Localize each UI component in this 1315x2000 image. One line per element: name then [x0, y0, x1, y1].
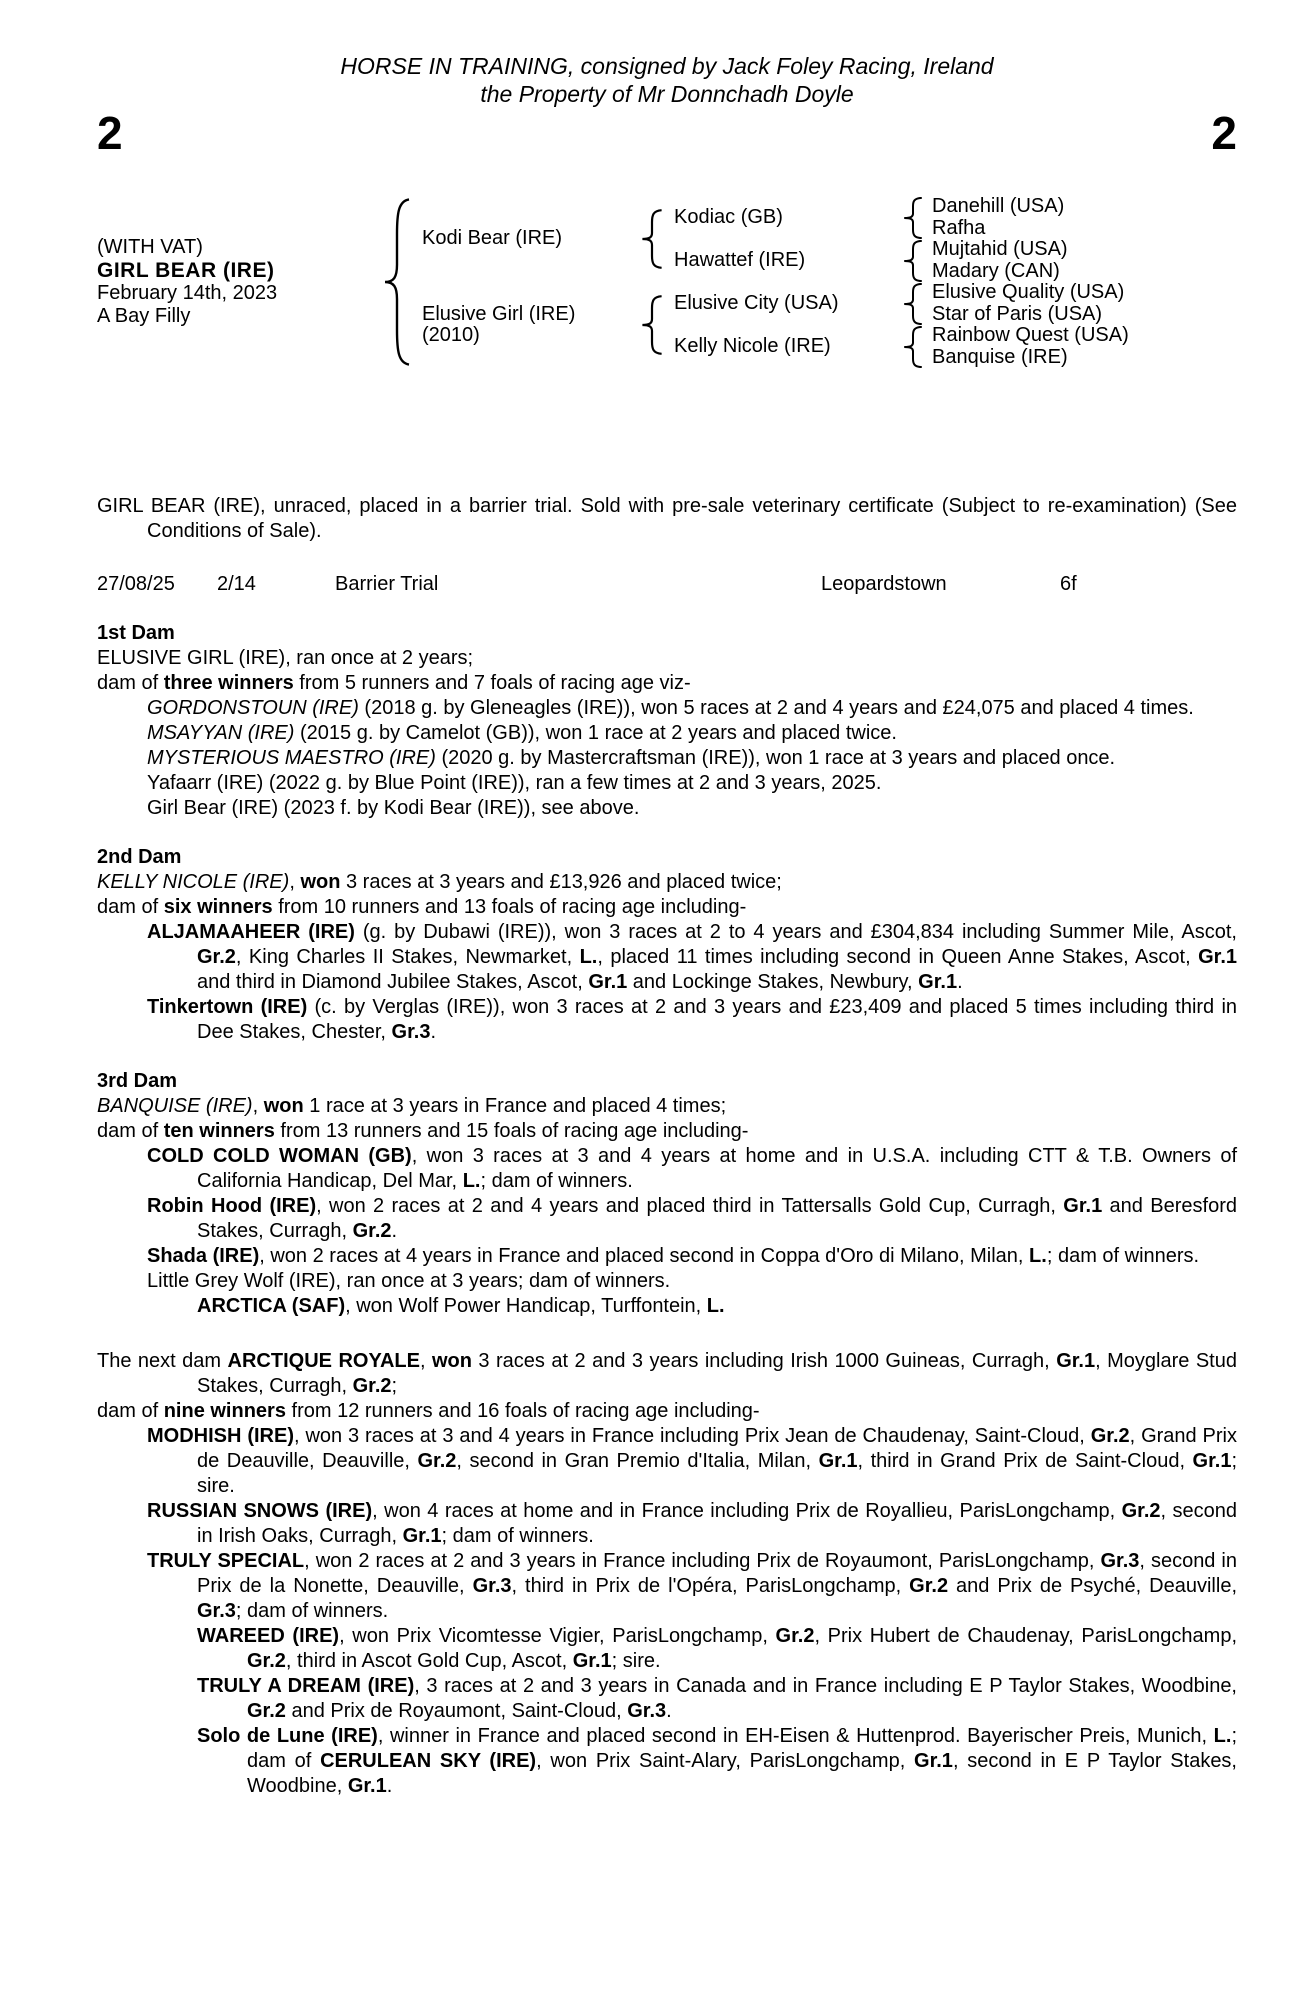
pedigree-note-paragraph: [97, 721, 1237, 746]
text-segment: , King Charles II Stakes, Newmarket,: [235, 946, 580, 968]
text-segment: won: [300, 871, 341, 893]
text-segment: Gr.2: [775, 1625, 815, 1647]
text-segment: ; dam of: [247, 1725, 1237, 1772]
text-segment: , third in Ascot Gold Cup, Ascot,: [285, 1650, 573, 1672]
lot-number-row: [97, 107, 1237, 160]
text-segment: .: [430, 1021, 437, 1043]
text-segment: Gr.2: [197, 946, 236, 968]
text-segment: dam of: [97, 1400, 164, 1422]
gen3-ancestor: Danehill (USA): [932, 195, 1065, 217]
dam-section-heading: 2nd Dam: [97, 846, 182, 868]
text-segment: , second in Irish Oaks, Curragh,: [197, 1500, 1238, 1547]
dam-year: (2010): [422, 324, 480, 346]
consignor-header: [97, 52, 1237, 108]
text-segment: Gr.1: [1192, 1450, 1232, 1472]
sale-description: GIRL BEAR (IRE), unraced, placed in a barrier trial. Sold with pre-sale veterinary certificate (Subject to re-examination) (See Conditions of Sale).: [97, 495, 1237, 542]
dam-section: [97, 1349, 1237, 1799]
text-segment: Tinkertown (IRE): [147, 996, 308, 1018]
text-segment: won: [263, 1095, 304, 1117]
text-segment: (g. by Dubawi (IRE)), won 3 races at 2 to 4 years and £304,834 including Summer Mile, Ascot,: [354, 921, 1237, 943]
text-segment: Gr.3: [1100, 1550, 1140, 1572]
pedigree-note-paragraph: [97, 1349, 1237, 1399]
pedigree-note-paragraph: [97, 771, 1237, 796]
brace-gen3-icon: [902, 197, 924, 239]
text-segment: and Beresford Stakes, Curragh,: [197, 1195, 1237, 1242]
race-distance: 6f: [1060, 573, 1077, 595]
text-segment: , second in Gran Premio d'Italia, Milan,: [456, 1450, 819, 1472]
text-segment: .: [391, 1220, 398, 1242]
dam-name: Elusive Girl (IRE): [422, 302, 576, 325]
text-segment: ELUSIVE GIRL (IRE), ran once at 2 years;: [97, 647, 474, 669]
text-segment: ,: [252, 1095, 264, 1117]
horse-name: GIRL BEAR (IRE): [97, 259, 275, 282]
text-segment: and Prix de Royaumont, Saint-Cloud,: [285, 1700, 628, 1722]
dam-sections: [97, 621, 1237, 1799]
text-segment: , third in Prix de l'Opéra, ParisLongchamp,: [511, 1575, 910, 1597]
text-segment: BANQUISE (IRE): [97, 1095, 253, 1117]
pedigree-note-paragraph: [97, 995, 1237, 1045]
dam-section: [97, 1069, 1237, 1319]
text-segment: TRULY SPECIAL: [147, 1550, 305, 1572]
dam-section-heading: 3rd Dam: [97, 1070, 178, 1092]
text-segment: RUSSIAN SNOWS (IRE): [147, 1500, 373, 1522]
text-segment: three winners: [163, 672, 294, 694]
text-segment: .: [666, 1700, 672, 1722]
pedigree-note-paragraph: [97, 696, 1237, 721]
race-position: 2/14: [217, 573, 256, 595]
text-segment: Robin Hood (IRE): [147, 1195, 317, 1217]
consignor-line: HORSE IN TRAINING, consigned by Jack Foley Racing, Ireland: [340, 53, 994, 79]
text-segment: Gr.3: [627, 1700, 667, 1722]
text-segment: Gr.1: [572, 1650, 612, 1672]
text-segment: Gr.2: [1090, 1425, 1130, 1447]
race-date: 27/08/25: [97, 573, 175, 595]
pedigree-note-paragraph: [97, 1674, 1237, 1724]
brace-gen3-icon: [902, 240, 924, 282]
foaling-date: February 14th, 2023: [97, 282, 278, 304]
text-segment: MODHISH (IRE): [147, 1425, 294, 1447]
paternal-granddam: Hawattef (IRE): [674, 248, 806, 271]
text-segment: dam of: [97, 1120, 164, 1142]
text-segment: ,: [289, 871, 301, 893]
text-segment: from 5 runners and 7 foals of racing age viz-: [293, 672, 691, 694]
text-segment: Little Grey Wolf (IRE), ran once at 3 years; dam of winners.: [147, 1270, 671, 1292]
text-segment: Gr.2: [247, 1650, 286, 1672]
text-segment: from 13 runners and 15 foals of racing age including-: [274, 1120, 749, 1142]
dam-section: [97, 845, 1237, 1045]
text-segment: Gr.2: [417, 1450, 457, 1472]
text-segment: L.: [706, 1295, 725, 1317]
text-segment: Gr.3: [391, 1021, 431, 1043]
text-segment: , 3 races at 2 and 3 years in Canada and in France including E P Taylor Stakes, Woodbine,: [414, 1675, 1237, 1697]
text-segment: ARCTIQUE ROYALE: [227, 1350, 420, 1372]
text-segment: MYSTERIOUS MAESTRO (IRE): [147, 747, 436, 769]
text-segment: L.: [579, 946, 598, 968]
text-segment: Gr.1: [914, 1750, 953, 1772]
dam-section-heading: 1st Dam: [97, 622, 175, 644]
text-segment: , won 4 races at home and in France including Prix de Royallieu, ParisLongchamp,: [372, 1500, 1122, 1522]
text-segment: and third in Diamond Jubilee Stakes, Ascot,: [197, 971, 589, 993]
text-segment: , won 3 races at 3 and 4 years at home and in U.S.A. including CTT & T.B. Owners of California Handicap, Del Mar,: [197, 1145, 1238, 1192]
text-segment: from 10 runners and 13 foals of racing age including-: [272, 896, 747, 918]
text-segment: , won Prix Saint-Alary, ParisLongchamp,: [536, 1750, 915, 1772]
text-segment: GORDONSTOUN (IRE): [147, 697, 359, 719]
pedigree-note-paragraph: [97, 1119, 1237, 1144]
text-segment: .: [957, 971, 963, 993]
text-segment: from 12 runners and 16 foals of racing age including-: [285, 1400, 760, 1422]
text-segment: L.: [1029, 1245, 1047, 1267]
brace-gen1-icon: [382, 196, 412, 368]
text-segment: Gr.1: [402, 1525, 442, 1547]
pedigree-note-paragraph: [97, 1424, 1237, 1499]
text-segment: Gr.3: [472, 1575, 512, 1597]
text-segment: , won 2 races at 2 and 3 years in France including Prix de Royaumont, ParisLongchamp,: [304, 1550, 1101, 1572]
dam-section: [97, 621, 1237, 821]
text-segment: , won 2 races at 2 and 4 years and placed third in Tattersalls Gold Cup, Curragh,: [316, 1195, 1064, 1217]
dam-cell: [412, 304, 640, 347]
text-segment: , won 3 races at 3 and 4 years in France including Prix Jean de Chaudenay, Saint-Cloud,: [294, 1425, 1091, 1447]
text-segment: , won Wolf Power Handicap, Turffontein,: [345, 1295, 707, 1317]
text-segment: won: [431, 1350, 472, 1372]
text-segment: (c. by Verglas (IRE)), won 3 races at 2 and 3 years and £23,409 and placed 5 times including third in Dee Stakes, Chester,: [197, 996, 1238, 1043]
sire-name: Kodi Bear (IRE): [422, 227, 563, 250]
text-segment: Gr.1: [1056, 1350, 1096, 1372]
race-record-row: [97, 572, 1237, 597]
text-segment: The next dam: [97, 1350, 228, 1372]
text-segment: , won Prix Vicomtesse Vigier, ParisLongchamp,: [339, 1625, 776, 1647]
brace-dam-parents-icon: [640, 295, 664, 355]
text-segment: .: [386, 1775, 393, 1797]
text-segment: , placed 11 times including second in Queen Anne Stakes, Ascot,: [597, 946, 1199, 968]
text-segment: ,: [419, 1350, 432, 1372]
text-segment: dam of: [97, 896, 164, 918]
pedigree-note-paragraph: [97, 646, 1237, 671]
race-name: Barrier Trial: [335, 573, 439, 595]
text-segment: ; dam of winners.: [480, 1170, 633, 1192]
text-segment: , winner in France and placed second in EH-Eisen & Huttenprod. Bayerischer Preis, Munich,: [377, 1725, 1214, 1747]
text-segment: (2015 g. by Camelot (GB)), won 1 race at 2 years and placed twice.: [294, 722, 897, 744]
pedigree-table: [97, 196, 1237, 368]
text-segment: COLD COLD WOMAN (GB): [147, 1145, 412, 1167]
pedigree-note-paragraph: [97, 796, 1237, 821]
pedigree-note-paragraph: [97, 1624, 1237, 1674]
gen3-ancestor: Mujtahid (USA): [932, 238, 1068, 260]
text-segment: Shada (IRE): [147, 1245, 260, 1267]
text-segment: Solo de Lune (IRE): [197, 1725, 378, 1747]
text-segment: Gr.3: [197, 1600, 236, 1622]
pedigree-note-paragraph: [97, 671, 1237, 696]
text-segment: ; dam of winners.: [235, 1600, 389, 1622]
text-segment: six winners: [163, 896, 273, 918]
text-segment: Gr.1: [347, 1775, 387, 1797]
text-segment: ; dam of winners.: [441, 1525, 594, 1547]
text-segment: , won 2 races at 4 years in France and placed second in Coppa d'Oro di Milano, Milan,: [259, 1245, 1030, 1267]
text-segment: and Prix de Psyché, Deauville,: [948, 1575, 1238, 1597]
text-segment: CERULEAN SKY (IRE): [320, 1750, 537, 1772]
text-segment: (2018 g. by Gleneagles (IRE)), won 5 races at 2 and 4 years and £24,075 and placed 4 times.: [358, 697, 1194, 719]
text-segment: WAREED (IRE): [197, 1625, 340, 1647]
gen3-ancestor: Rafha: [932, 216, 986, 239]
text-segment: ALJAMAAHEER (IRE): [147, 921, 355, 943]
gen3-ancestor: Elusive Quality (USA): [932, 281, 1125, 303]
pedigree-note-paragraph: [97, 746, 1237, 771]
race-course: Leopardstown: [821, 573, 947, 595]
text-segment: Gr.2: [352, 1220, 392, 1242]
text-segment: , Moyglare Stud Stakes, Curragh,: [197, 1350, 1237, 1397]
text-segment: 3 races at 2 and 3 years including Irish 1000 Guineas, Curragh,: [471, 1350, 1057, 1372]
text-segment: Gr.2: [352, 1375, 392, 1397]
text-segment: nine winners: [163, 1400, 286, 1422]
pedigree-note-paragraph: [97, 1144, 1237, 1194]
property-line: the Property of Mr Donnchadh Doyle: [480, 81, 854, 107]
text-segment: dam of: [97, 672, 164, 694]
brace-gen3-icon: [902, 326, 924, 368]
gen3-ancestor: Banquise (IRE): [932, 345, 1068, 368]
text-segment: MSAYYAN (IRE): [147, 722, 295, 744]
text-segment: ten winners: [163, 1120, 275, 1142]
text-segment: , Grand Prix de Deauville, Deauville,: [197, 1425, 1237, 1472]
text-segment: Gr.1: [588, 971, 628, 993]
pedigree-note-paragraph: [97, 1549, 1237, 1624]
text-segment: L.: [462, 1170, 481, 1192]
gen3-ancestor: Star of Paris (USA): [932, 302, 1103, 325]
text-segment: ARCTICA (SAF): [197, 1295, 346, 1317]
text-segment: , second in E P Taylor Stakes, Woodbine,: [247, 1750, 1237, 1797]
text-segment: , third in Grand Prix de Saint-Cloud,: [857, 1450, 1193, 1472]
brace-gen3-icon: [902, 283, 924, 325]
vat-note: (WITH VAT): [97, 236, 203, 258]
pedigree-note-paragraph: [97, 1094, 1237, 1119]
pedigree-note-paragraph: [97, 1244, 1237, 1269]
paternal-grandsire: Kodiac (GB): [674, 205, 783, 228]
text-segment: ; sire.: [197, 1450, 1238, 1497]
text-segment: Yafaarr (IRE) (2022 g. by Blue Point (IRE)), ran a few times at 2 and 3 years, 2025.: [147, 772, 882, 794]
text-segment: Girl Bear (IRE) (2023 f. by Kodi Bear (IRE)), see above.: [147, 797, 640, 819]
text-segment: ; dam of winners.: [1046, 1245, 1200, 1267]
pedigree-note-paragraph: [97, 1724, 1237, 1799]
text-segment: Gr.1: [918, 971, 958, 993]
text-segment: 1 race at 3 years in France and placed 4 times;: [303, 1095, 727, 1117]
pedigree-note-paragraph: [97, 1194, 1237, 1244]
text-segment: ; sire.: [611, 1650, 661, 1672]
text-segment: Gr.2: [909, 1575, 949, 1597]
pedigree-note-paragraph: [97, 1499, 1237, 1549]
text-segment: and Lockinge Stakes, Newbury,: [627, 971, 919, 993]
text-segment: Gr.2: [1121, 1500, 1161, 1522]
text-segment: , second in Prix de la Nonette, Deauville,: [197, 1550, 1237, 1597]
lot-number-left: 2: [97, 107, 123, 159]
maternal-grandsire: Elusive City (USA): [674, 291, 839, 314]
horse-info-block: [97, 236, 382, 328]
text-segment: (2020 g. by Mastercraftsman (IRE)), won 1 race at 3 years and placed once.: [435, 747, 1116, 769]
pedigree-note-paragraph: [97, 1294, 1237, 1319]
text-segment: Gr.1: [1063, 1195, 1103, 1217]
text-segment: KELLY NICOLE (IRE): [97, 871, 290, 893]
text-segment: , Prix Hubert de Chaudenay, ParisLongchamp,: [814, 1625, 1237, 1647]
text-segment: 3 races at 3 years and £13,926 and placed twice;: [340, 871, 782, 893]
gen3-ancestor: Rainbow Quest (USA): [932, 324, 1129, 346]
maternal-granddam: Kelly Nicole (IRE): [674, 334, 831, 357]
text-segment: L.: [1213, 1725, 1232, 1747]
lot-number-right: 2: [1211, 107, 1237, 159]
pedigree-note-paragraph: [97, 920, 1237, 995]
text-segment: TRULY A DREAM (IRE): [197, 1675, 415, 1697]
text-segment: Gr.1: [818, 1450, 858, 1472]
colour-sex: A Bay Filly: [97, 305, 191, 327]
sire-cell: [412, 228, 640, 250]
brace-sire-parents-icon: [640, 209, 664, 269]
gen3-ancestor: Madary (CAN): [932, 259, 1060, 282]
text-segment: Gr.1: [1198, 946, 1237, 968]
pedigree-note-paragraph: [97, 870, 1237, 895]
text-segment: Gr.2: [247, 1700, 286, 1722]
pedigree-note-paragraph: [97, 895, 1237, 920]
pedigree-note-paragraph: [97, 1399, 1237, 1424]
text-segment: ;: [391, 1375, 398, 1397]
pedigree-note-paragraph: [97, 1269, 1237, 1294]
